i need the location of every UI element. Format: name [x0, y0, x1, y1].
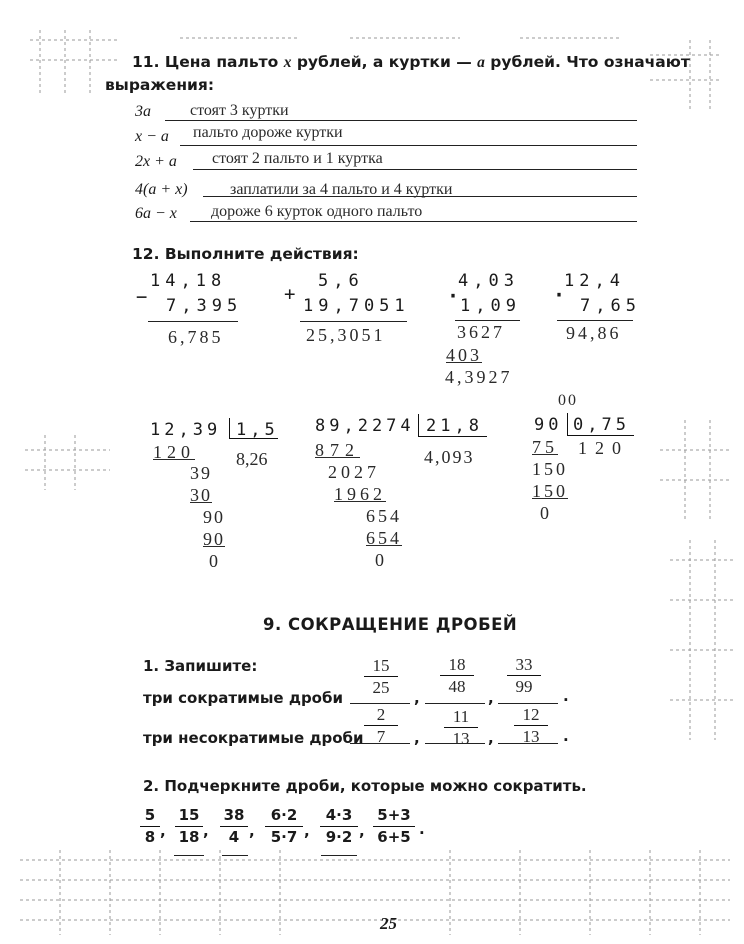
sub-operator: −	[136, 286, 148, 308]
div3-step-4: 0	[540, 503, 549, 523]
fraction-bar	[373, 826, 415, 827]
comma: ,	[488, 689, 494, 707]
mul1-line	[455, 320, 520, 321]
div1-step-5: 90	[203, 529, 225, 549]
task2-3-den: 4	[228, 828, 240, 846]
task11-question-line2: выражения:	[105, 76, 215, 94]
underline-mark	[321, 855, 357, 856]
task11-answer-3[interactable]: стоят 2 пальто и 1 куртка	[212, 150, 383, 167]
div3-step-1: 75	[532, 437, 558, 457]
fraction-bar	[440, 675, 474, 676]
div3-quotient: 120	[578, 438, 629, 458]
div1-step-2: 39	[190, 463, 212, 483]
div2-step-2: 2027	[328, 462, 380, 482]
task11-answer-5[interactable]: дороже 6 курток одного пальто	[211, 203, 423, 220]
answer-line-1	[165, 120, 637, 121]
add-operand-b: 19,7051	[303, 296, 410, 316]
task1-row1-label: три сократимые дроби	[143, 689, 343, 707]
period: .	[563, 727, 569, 745]
fraction-bar	[320, 826, 358, 827]
comma: ,	[203, 822, 209, 840]
task12-title: 12. Выполните действия:	[132, 245, 359, 263]
task11-expr-4: 4(a + x)	[135, 181, 188, 198]
comma: ,	[249, 822, 255, 840]
mul1-operand-a: 4,03	[458, 271, 519, 291]
reducible-2-den: 48	[448, 677, 466, 696]
irreducible-fraction-2	[444, 707, 478, 748]
blank-line	[498, 743, 558, 744]
answer-line-5	[190, 221, 637, 222]
comma: ,	[160, 822, 166, 840]
irreducible-fraction-1	[364, 705, 398, 746]
mul2-operator: ·	[553, 283, 566, 307]
task2-5-num: 4·3	[325, 806, 353, 824]
comma: ,	[304, 822, 310, 840]
task2-6-den: 6+5	[377, 828, 411, 846]
period: .	[563, 687, 569, 705]
div1-dividend: 12,39	[150, 420, 222, 440]
page-number: 25	[380, 914, 397, 933]
task2-fraction-3[interactable]	[220, 806, 248, 847]
div2-step-3: 1962	[334, 484, 386, 504]
div1-step-6: 0	[209, 551, 218, 571]
mul2-operand-a: 12,4	[564, 271, 625, 291]
underline-mark	[174, 855, 204, 856]
irreducible-fraction-3	[514, 705, 548, 746]
reducible-3-den: 99	[515, 677, 533, 696]
blank-line	[498, 703, 558, 704]
mul1-operator: ·	[447, 284, 460, 308]
blank-line	[425, 703, 485, 704]
section-title: 9. СОКРАЩЕНИЕ ДРОБЕЙ	[263, 615, 518, 634]
task2-3-num: 38	[223, 806, 245, 824]
reducible-1-num: 15	[372, 656, 390, 675]
task11-var-a: a	[477, 54, 485, 71]
task2-fraction-6[interactable]	[373, 806, 415, 847]
mul2-result: 94,86	[566, 323, 622, 343]
blank-line	[425, 743, 485, 744]
comma: ,	[488, 729, 494, 747]
task11-text-part2: рублей, а куртки —	[291, 53, 478, 71]
div2-step-6: 0	[375, 550, 384, 570]
task2-label: 2. Подчеркните дроби, которые можно сократить.	[143, 777, 587, 795]
task2-2-den: 18	[178, 828, 200, 846]
div3-step-2: 150	[532, 459, 568, 479]
div3-dividend: 90	[534, 415, 563, 435]
answer-line-3	[193, 169, 637, 170]
div1-divisor: 1,5	[236, 420, 279, 440]
div1-step-1: 120	[153, 442, 195, 462]
irreducible-2-num: 11	[452, 707, 470, 726]
sub-operand-a: 14,18	[150, 271, 227, 291]
fraction-bar	[514, 725, 548, 726]
reducible-2-num: 18	[448, 655, 466, 674]
task11-answer-1[interactable]: стоят 3 куртки	[190, 102, 289, 119]
div3-divisor: 0,75	[573, 415, 630, 435]
div2-divisor: 21,8	[426, 416, 483, 436]
task11-answer-4[interactable]: заплатили за 4 пальто и 4 куртки	[230, 181, 453, 198]
task2-1-num: 5	[144, 806, 156, 824]
div3-step-3: 150	[532, 481, 568, 501]
irreducible-1-num: 2	[376, 705, 386, 724]
irreducible-2-den: 13	[452, 729, 470, 748]
mul1-partial-1: 3627	[457, 322, 505, 342]
fraction-bar	[364, 725, 398, 726]
fraction-bar	[175, 826, 203, 827]
task2-4-den: 5·7	[270, 828, 298, 846]
task11-number: 11.	[132, 53, 160, 71]
reducible-fraction-1	[364, 656, 398, 697]
task11-answer-2[interactable]: пальто дороже куртки	[193, 124, 343, 141]
div1-step-3: 30	[190, 485, 212, 505]
add-operand-a: 5,6	[318, 271, 364, 291]
fraction-bar	[140, 826, 160, 827]
div1-step-4: 90	[203, 507, 225, 527]
irreducible-3-num: 12	[522, 705, 540, 724]
task2-fraction-5[interactable]	[320, 806, 358, 847]
div1-quotient: 8,26	[236, 449, 268, 469]
period: .	[419, 820, 425, 838]
task11-expr-1: 3a	[135, 103, 151, 120]
div2-step-1: 872	[315, 440, 360, 460]
task2-5-den: 9·2	[325, 828, 353, 846]
fraction-bar	[265, 826, 303, 827]
div2-dividend: 89,2274	[315, 416, 415, 436]
add-result: 25,3051	[306, 325, 386, 345]
fraction-bar	[364, 676, 398, 677]
comma: ,	[414, 689, 420, 707]
sub-result: 6,785	[168, 327, 224, 347]
reducible-3-num: 33	[515, 655, 533, 674]
add-operator: +	[284, 283, 296, 305]
task2-2-num: 15	[178, 806, 200, 824]
mul1-operand-b: 1,09	[460, 296, 521, 316]
div2-quotient: 4,093	[424, 447, 475, 467]
mul2-line	[557, 320, 633, 321]
fraction-bar	[444, 727, 478, 728]
mul1-result: 4,3927	[445, 367, 513, 387]
div2-step-5: 654	[366, 528, 402, 548]
task2-fraction-1[interactable]	[140, 806, 160, 847]
task11-expr-3: 2x + a	[135, 153, 177, 170]
div3-extra-zeros: 00	[558, 392, 578, 409]
task2-4-num: 6·2	[270, 806, 298, 824]
task2-fraction-4[interactable]	[265, 806, 303, 847]
blank-line	[350, 703, 410, 704]
comma: ,	[359, 822, 365, 840]
task11-expr-5: 6a − x	[135, 205, 177, 222]
answer-line-2	[180, 145, 637, 146]
sub-operand-b: 7,395	[166, 296, 243, 316]
task2-6-num: 5+3	[377, 806, 411, 824]
mul2-operand-b: 7,65	[580, 296, 641, 316]
underline-mark	[222, 855, 248, 856]
reducible-fraction-2	[440, 655, 474, 696]
task1-row2-label: три несократимые дроби	[143, 729, 364, 747]
task11-text-part3: рублей. Что означают	[484, 53, 690, 71]
task11-expr-2: x − a	[135, 128, 169, 145]
reducible-1-den: 25	[372, 678, 390, 697]
task2-fraction-2[interactable]	[175, 806, 203, 847]
task11-text-part1: Цена пальто	[164, 53, 284, 71]
reducible-fraction-3	[507, 655, 541, 696]
task2-1-den: 8	[144, 828, 156, 846]
add-line	[300, 321, 407, 322]
fraction-bar	[507, 675, 541, 676]
fraction-bar	[220, 826, 248, 827]
comma: ,	[414, 729, 420, 747]
task11-question	[132, 53, 690, 72]
sub-line	[148, 321, 238, 322]
irreducible-1-den: 7	[376, 727, 386, 746]
task1-label: 1. Запишите:	[143, 657, 258, 675]
blank-line	[350, 743, 410, 744]
mul1-partial-2: 403	[446, 345, 482, 365]
div2-step-4: 654	[366, 506, 402, 526]
irreducible-3-den: 13	[522, 727, 540, 746]
task11-var-x: x	[283, 54, 292, 71]
